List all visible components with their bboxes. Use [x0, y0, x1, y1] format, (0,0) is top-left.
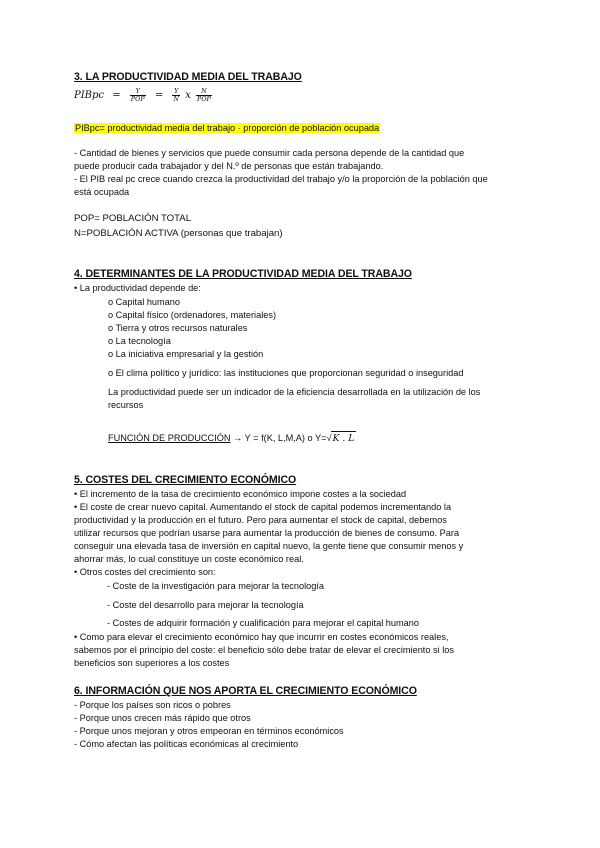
text-line: • El incremento de la tasa de crecimiento económico impone costes a la sociedad [74, 489, 407, 499]
list-item: o El clima político y jurídico: las instituciones que proporcionan seguridad o inseguridad [108, 368, 464, 378]
production-function-label: FUNCIÓN DE PRODUCCIÓN [108, 433, 231, 443]
highlight-text: PIBpc= productividad media del trabajo · proporción de población ocupada [75, 123, 380, 133]
list-item: - Porque unos mejoran y otros empeoran en términos económicos [74, 726, 344, 736]
highlighted-definition [74, 122, 380, 135]
text-line: beneficios son superiores a los costes [74, 658, 230, 668]
production-function-line [108, 431, 356, 445]
list-item: - Coste de la investigación para mejorar la tecnología [107, 581, 325, 591]
fraction-n-over-pop [196, 88, 212, 103]
text-line: está ocupada [74, 187, 130, 197]
list-item: - Porque los países son ricos o pobres [74, 700, 231, 710]
text-line: puede producir cada trabajador y del N.º de personas que están trabajando. [74, 161, 384, 171]
text-line: recursos [108, 400, 144, 410]
definition-n: N=POBLACIÓN ACTIVA (personas que trabajan) [74, 228, 283, 239]
list-item: o Capital físico (ordenadores, materiales) [108, 310, 277, 320]
text-line: • El coste de crear nuevo capital. Aumentando el stock de capital podemos incrementando la [74, 502, 452, 512]
fraction-denominator: POP [130, 95, 145, 103]
formula-times: x [185, 90, 191, 101]
list-item: - Porque unos crecen más rápido que otros [74, 713, 251, 723]
fraction-y-over-pop [130, 88, 146, 103]
text-line: • Como para elevar el crecimiento económico hay que incurrir en costes económicos reales, [74, 632, 449, 642]
sqrt-icon: √ [326, 433, 332, 443]
section-3-heading: 3. LA PRODUCTIVIDAD MEDIA DEL TRABAJO [74, 71, 302, 83]
fraction-denominator: N [173, 95, 179, 103]
list-item: o La iniciativa empresarial y la gestión [108, 349, 264, 359]
list-item: - Cómo afectan las políticas económicas al crecimiento [74, 739, 299, 749]
arrow-icon: → [233, 433, 243, 443]
text-line: ahorrar más, lo cual constituye un coste económico real. [74, 554, 304, 564]
text-line: • Otros costes del crecimiento son: [74, 567, 216, 577]
text-line: utilizar recursos que podrían usarse para aumentar la producción de bienes de consumo. Para [74, 528, 460, 538]
fraction-numerator: N [196, 88, 212, 96]
fraction-y-over-n [172, 88, 180, 103]
fraction-numerator: Y [174, 87, 179, 95]
text-line: sabemos por el principio del coste: el beneficio sólo debe tratar de elevar el crecimiento si los [74, 645, 454, 655]
list-item: - Coste del desarrollo para mejorar la tecnología [107, 600, 304, 610]
list-item: o Capital humano [108, 297, 181, 307]
list-item: o La tecnología [108, 336, 171, 346]
production-function-text: Y = f(K, L,M,A) o Y= [244, 433, 327, 443]
fraction-denominator: POP [197, 95, 211, 103]
text-line: - El PIB real pc crece cuando crezca la productividad del trabajo y/o la proporción de la población que [74, 174, 488, 184]
text-line: - Cantidad de bienes y servicios que puede consumir cada persona depende de la cantidad que [74, 148, 465, 158]
pibpc-formula [74, 88, 213, 108]
section-4-heading: 4. DETERMINANTES DE LA PRODUCTIVIDAD MEDIA DEL TRABAJO [74, 268, 412, 280]
sqrt-argument: K . L [332, 433, 355, 444]
list-item: - Costes de adquirir formación y cualificación para mejorar el capital humano [107, 618, 420, 628]
text-line: conseguir una elevada tasa de inversión en capital nuevo, la gente tiene que consumir menos y [74, 541, 464, 551]
formula-equals: = [154, 90, 164, 101]
text-line: La productividad puede ser un indicador de la eficiencia desarrollada en la utilización de los [108, 387, 481, 397]
list-item: o Tierra y otros recursos naturales [108, 323, 248, 333]
definition-pop: POP= POBLACIÓN TOTAL [74, 213, 192, 224]
section-6-heading: 6. INFORMACIÓN QUE NOS APORTA EL CRECIMIENTO ECONÓMICO [74, 685, 417, 697]
text-line: productividad y la producción en el futuro. Pero para aumentar el stock de capital, debemos [74, 515, 447, 525]
formula-equals: = [112, 90, 121, 101]
formula-lhs: PIBpc [74, 90, 105, 101]
list-intro: • La productividad depende de: [74, 283, 201, 293]
section-5-heading: 5. COSTES DEL CRECIMIENTO ECONÓMICO [74, 474, 297, 486]
fraction-numerator: Y [130, 88, 146, 96]
